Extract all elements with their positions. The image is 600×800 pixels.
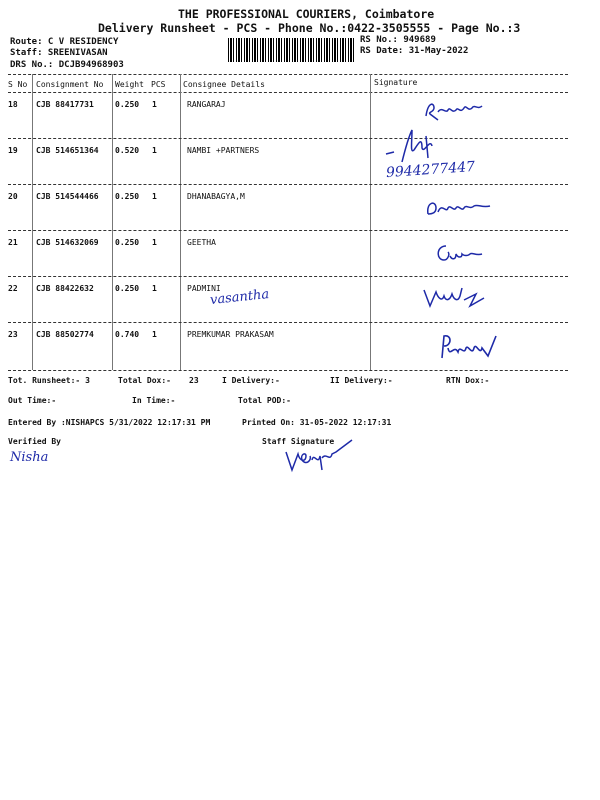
company-title: THE PROFESSIONAL COURIERS, Coimbatore	[178, 7, 435, 21]
total-dox-value: 23	[189, 376, 199, 385]
staff-signature-mark	[282, 432, 362, 476]
row-sno: 18	[8, 100, 18, 109]
row-pcs: 1	[152, 146, 157, 155]
row-pcs: 1	[152, 100, 157, 109]
runsheet-subtitle: Delivery Runsheet - PCS - Phone No.:0422-3505555 - Page No.:3	[98, 21, 521, 35]
col-pcs: PCS	[151, 80, 166, 89]
col-sno: S No	[8, 80, 28, 89]
row-weight: 0.250	[115, 100, 140, 109]
drs-number: DRS No.: DCJB94968903	[10, 60, 124, 70]
table-top-rule	[8, 74, 568, 75]
in-time: In Time:-	[132, 396, 176, 405]
ii-delivery: II Delivery:-	[330, 376, 393, 385]
row-consignee: RANGARAJ	[187, 100, 226, 109]
row-consignment: CJB 514651364	[36, 146, 99, 155]
verified-by-label: Verified By	[8, 437, 61, 446]
rtn-dox: RTN Dox:-	[446, 376, 490, 385]
row-sno: 19	[8, 146, 18, 155]
row-weight: 0.250	[115, 192, 140, 201]
row-pcs: 1	[152, 284, 157, 293]
row-weight: 0.250	[115, 238, 140, 247]
signature-premkumar	[436, 330, 516, 364]
row-weight: 0.740	[115, 330, 140, 339]
row-sno: 22	[8, 284, 18, 293]
handwritten-phone: 9944277447	[385, 158, 476, 182]
row-sno: 23	[8, 330, 18, 339]
row-sno: 21	[8, 238, 18, 247]
row-rule	[8, 230, 568, 231]
i-delivery: I Delivery:-	[222, 376, 280, 385]
rs-date: RS Date: 31-May-2022	[360, 46, 469, 56]
out-time: Out Time:-	[8, 396, 57, 405]
col-divider	[180, 74, 181, 370]
entered-by: Entered By :NISHAPCS 5/31/2022 12:17:31 PM	[8, 418, 211, 427]
row-pcs: 1	[152, 192, 157, 201]
row-rule	[8, 276, 568, 277]
row-sno: 20	[8, 192, 18, 201]
col-signature: Signature	[374, 78, 418, 87]
row-rule	[8, 322, 568, 323]
row-pcs: 1	[152, 330, 157, 339]
staff-signature-label: Staff Signature	[262, 437, 335, 446]
total-pod: Total POD:-	[238, 396, 291, 405]
col-weight: Weight	[115, 80, 144, 89]
row-weight: 0.250	[115, 284, 140, 293]
row-consignee: GEETHA	[187, 238, 216, 247]
table-header-rule	[8, 92, 568, 93]
barcode	[228, 38, 354, 62]
row-consignee: DHANABAGYA,M	[187, 192, 245, 201]
row-consignment: CJB 88417731	[36, 100, 94, 109]
printed-on: Printed On: 31-05-2022 12:17:31	[242, 418, 392, 427]
verified-by-signature: Nisha	[10, 450, 49, 465]
row-consignment: CJB 88502774	[36, 330, 94, 339]
col-divider	[370, 74, 371, 370]
total-dox-label: Total Dox:-	[118, 376, 171, 385]
route-label: Route: C V RESIDENCY	[10, 37, 119, 47]
col-consignment: Consignment No	[36, 80, 104, 89]
row-consignment: CJB 88422632	[36, 284, 94, 293]
row-consignment: CJB 514632069	[36, 238, 99, 247]
col-divider	[32, 74, 33, 370]
rs-number: RS No.: 949689	[360, 35, 436, 45]
signature-dhanabagya	[424, 194, 504, 218]
signature-rangaraj	[420, 96, 500, 122]
row-consignee: PREMKUMAR PRAKASAM	[187, 330, 274, 339]
table-bottom-rule	[8, 370, 568, 371]
col-divider	[112, 74, 113, 370]
row-pcs: 1	[152, 238, 157, 247]
total-runsheet: Tot. Runsheet:- 3	[8, 376, 90, 385]
signature-padmini	[420, 282, 500, 312]
signature-geetha	[434, 240, 494, 264]
row-consignment: CJB 514544466	[36, 192, 99, 201]
handwritten-name: vasantha	[209, 286, 270, 309]
row-consignee: PADMINI	[187, 284, 221, 293]
col-consignee: Consignee Details	[183, 80, 265, 89]
staff-label: Staff: SREENIVASAN	[10, 48, 108, 58]
row-weight: 0.520	[115, 146, 140, 155]
row-consignee: NAMBI +PARTNERS	[187, 146, 260, 155]
